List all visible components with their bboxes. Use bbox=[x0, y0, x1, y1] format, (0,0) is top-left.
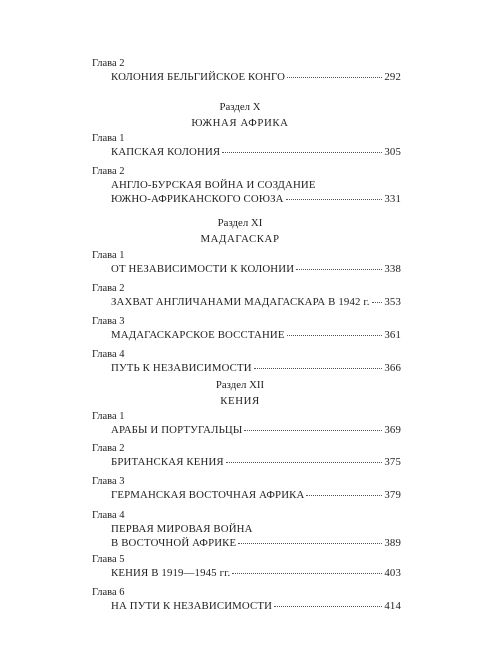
toc-entry[interactable] bbox=[111, 263, 401, 277]
chapter-title-line2: ЮЖНО-АФРИКАНСКОГО СОЮЗА bbox=[111, 193, 284, 205]
section-label: Раздел XII bbox=[215, 379, 265, 391]
chapter-title: КОЛОНИЯ БЕЛЬГИЙСКОЕ КОНГО bbox=[111, 71, 286, 83]
section-title: МАДАГАСКАР bbox=[200, 233, 280, 245]
chapter-title: КАПСКАЯ КОЛОНИЯ bbox=[111, 146, 221, 158]
chapter-label: Глава 3 bbox=[92, 476, 125, 487]
toc-entry[interactable] bbox=[111, 600, 401, 614]
chapter-title: МАДАГАСКАРСКОЕ ВОССТАНИЕ bbox=[111, 329, 285, 341]
chapter-label: Глава 2 bbox=[92, 443, 125, 454]
dot-leader bbox=[286, 198, 383, 200]
toc-row bbox=[111, 146, 401, 160]
dot-leader bbox=[222, 151, 382, 153]
chapter-label: Глава 2 bbox=[92, 283, 125, 294]
section-title: КЕНИЯ bbox=[220, 395, 260, 407]
page-number: 379 bbox=[384, 489, 401, 501]
chapter-title-line2: В ВОСТОЧНОЙ АФРИКЕ bbox=[111, 537, 237, 549]
toc-entry[interactable] bbox=[111, 523, 401, 551]
chapter-title: АРАБЫ И ПОРТУГАЛЬЦЫ bbox=[111, 424, 243, 436]
page-number: 361 bbox=[384, 329, 401, 341]
page-number: 375 bbox=[384, 456, 401, 468]
chapter-title: ОТ НЕЗАВИСИМОСТИ К КОЛОНИИ bbox=[111, 263, 295, 275]
page-number: 305 bbox=[384, 146, 401, 158]
chapter-label: Глава 4 bbox=[92, 349, 125, 360]
toc-entry[interactable] bbox=[111, 424, 401, 438]
chapter-label: Глава 1 bbox=[92, 411, 125, 422]
toc-row bbox=[111, 296, 401, 310]
dot-leader bbox=[372, 301, 383, 303]
toc-entry[interactable] bbox=[111, 71, 401, 85]
toc-entry[interactable] bbox=[111, 296, 401, 310]
chapter-title: ГЕРМАНСКАЯ ВОСТОЧНАЯ АФРИКА bbox=[111, 489, 305, 501]
dot-leader bbox=[287, 76, 382, 78]
chapter-label: Глава 6 bbox=[92, 587, 125, 598]
dot-leader bbox=[296, 268, 382, 270]
toc-entry[interactable] bbox=[111, 179, 401, 207]
toc-row bbox=[111, 456, 401, 470]
page-number: 338 bbox=[384, 263, 401, 275]
dot-leader bbox=[232, 572, 382, 574]
dot-leader bbox=[238, 542, 382, 544]
toc-row bbox=[111, 489, 401, 503]
page-number: 403 bbox=[384, 567, 401, 579]
page-number: 331 bbox=[384, 193, 401, 205]
chapter-title: ЗАХВАТ АНГЛИЧАНАМИ МАДАГАСКАРА В 1942 г. bbox=[111, 296, 370, 308]
dot-leader bbox=[287, 334, 383, 336]
page-number: 292 bbox=[384, 71, 401, 83]
dot-leader bbox=[226, 461, 383, 463]
toc-entry[interactable] bbox=[111, 146, 401, 160]
toc-row bbox=[111, 567, 401, 581]
chapter-label: Глава 4 bbox=[92, 510, 125, 521]
dot-leader bbox=[306, 494, 382, 496]
chapter-label: Глава 2 bbox=[92, 58, 125, 69]
page-number: 366 bbox=[384, 362, 401, 374]
dot-leader bbox=[254, 367, 383, 369]
toc-row bbox=[111, 193, 401, 207]
dot-leader bbox=[274, 605, 382, 607]
dot-leader bbox=[244, 429, 382, 431]
toc-entry[interactable] bbox=[111, 362, 401, 376]
toc-row bbox=[111, 362, 401, 376]
toc-entry[interactable] bbox=[111, 329, 401, 343]
chapter-title: КЕНИЯ В 1919—1945 гг. bbox=[111, 567, 231, 579]
chapter-title: НА ПУТИ К НЕЗАВИСИМОСТИ bbox=[111, 600, 273, 612]
toc-entry[interactable] bbox=[111, 489, 401, 503]
toc-entry[interactable] bbox=[111, 567, 401, 581]
page-number: 353 bbox=[384, 296, 401, 308]
toc-entry[interactable] bbox=[111, 456, 401, 470]
chapter-label: Глава 1 bbox=[92, 250, 125, 261]
toc-row bbox=[111, 424, 401, 438]
chapter-label: Глава 1 bbox=[92, 133, 125, 144]
section-label: Раздел X bbox=[219, 101, 261, 113]
chapter-title-line1: АНГЛО-БУРСКАЯ ВОЙНА И СОЗДАНИЕ bbox=[111, 179, 316, 191]
toc-row bbox=[111, 71, 401, 85]
toc-row bbox=[111, 329, 401, 343]
chapter-label: Глава 5 bbox=[92, 554, 125, 565]
chapter-title-line1: ПЕРВАЯ МИРОВАЯ ВОЙНА bbox=[111, 523, 253, 535]
page-number: 414 bbox=[384, 600, 401, 612]
page-number: 369 bbox=[384, 424, 401, 436]
chapter-label: Глава 3 bbox=[92, 316, 125, 327]
chapter-title: ПУТЬ К НЕЗАВИСИМОСТИ bbox=[111, 362, 252, 374]
toc-row bbox=[111, 537, 401, 551]
section-title: ЮЖНАЯ АФРИКА bbox=[191, 117, 289, 129]
toc-row bbox=[111, 263, 401, 277]
chapter-title: БРИТАНСКАЯ КЕНИЯ bbox=[111, 456, 224, 468]
chapter-label: Глава 2 bbox=[92, 166, 125, 177]
toc-row bbox=[111, 600, 401, 614]
section-label: Раздел XI bbox=[217, 217, 263, 229]
page-number: 389 bbox=[384, 537, 401, 549]
